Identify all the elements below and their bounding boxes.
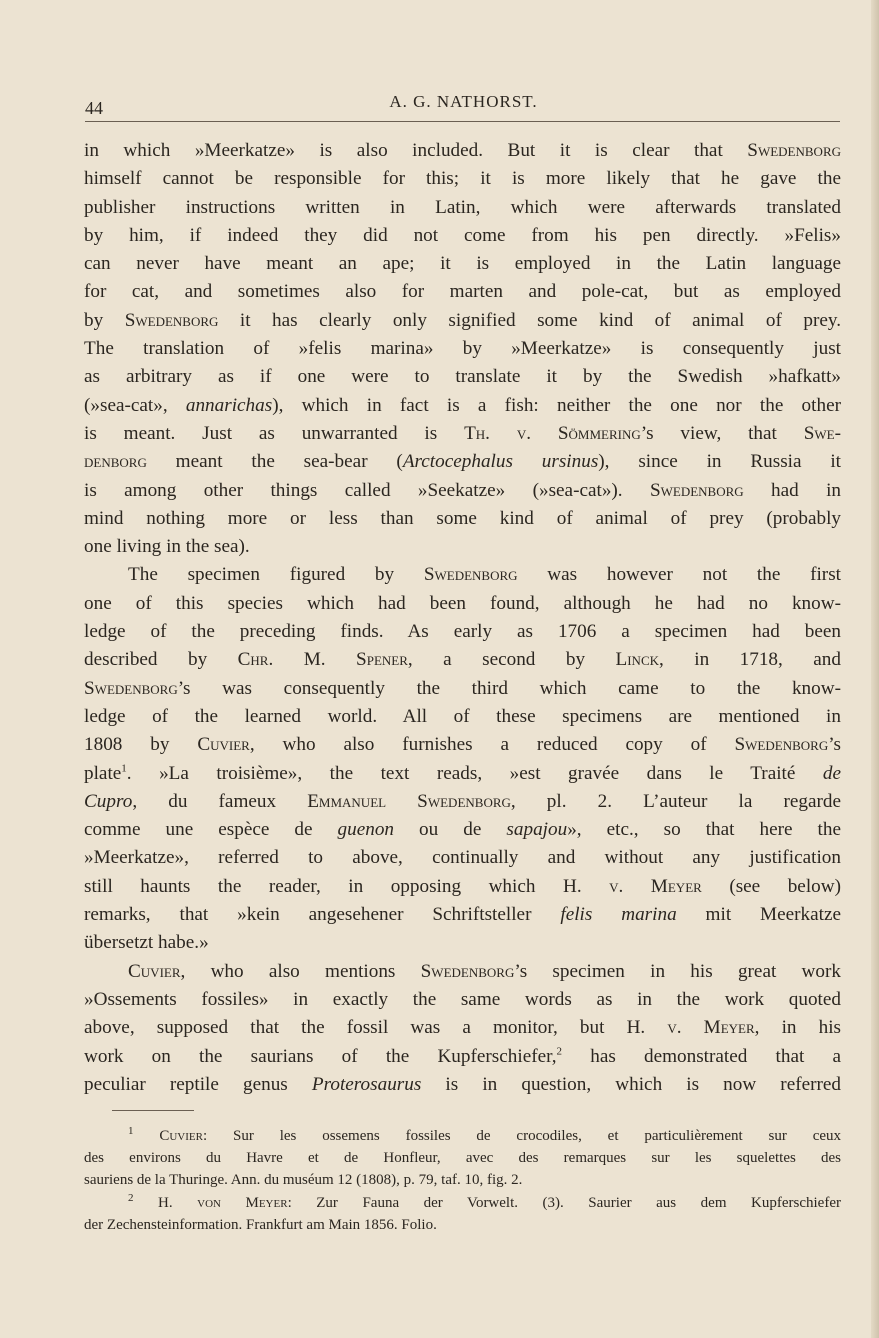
text-line bbox=[84, 278, 841, 306]
text-run: (see below) bbox=[701, 875, 841, 897]
italic-term: annarichas bbox=[185, 394, 273, 416]
small-caps-name: Cuvier bbox=[128, 960, 181, 982]
small-caps-name: Cuvier bbox=[197, 734, 250, 756]
small-caps-name: Swedenborg bbox=[747, 140, 841, 161]
text-line bbox=[84, 335, 841, 363]
small-caps-name: H. v. Meyer bbox=[562, 875, 702, 897]
text-line bbox=[84, 646, 841, 674]
text-run: publisher instructions written in Latin, which were afterwards translated bbox=[84, 196, 841, 218]
text-line bbox=[84, 986, 841, 1014]
text-run: »Ossements fossiles» in exactly the same words as in the work quoted bbox=[84, 988, 841, 1010]
page-number: 44 bbox=[85, 98, 103, 118]
footnote-line bbox=[84, 1169, 841, 1191]
small-caps-name: Th. v. Sömmering bbox=[464, 422, 641, 444]
text-run: by him, if indeed they did not come from his pen directly. »Felis» bbox=[84, 224, 841, 246]
text-line bbox=[84, 1043, 841, 1071]
text-run: übersetzt habe.» bbox=[84, 932, 209, 954]
footnotes bbox=[84, 1125, 841, 1236]
text-line bbox=[84, 873, 841, 901]
text-line bbox=[84, 901, 841, 929]
footnote-marker: 1 bbox=[121, 762, 127, 775]
text-run: : Zur Fauna der Vorwelt. (3). Saurier aus dem Kupferschiefer bbox=[287, 1194, 841, 1211]
text-run: ledge of the learned world. All of these specimens are mentioned in bbox=[84, 705, 841, 727]
footnote-line bbox=[84, 1192, 841, 1214]
text-run: The translation of »felis marina» by »Meerkatze» is consequently just bbox=[84, 338, 841, 360]
small-caps-name: Swedenborg bbox=[423, 564, 518, 586]
text-run: (»sea-cat», bbox=[84, 394, 186, 416]
text-run: , in his bbox=[754, 1017, 842, 1039]
text-line bbox=[84, 363, 841, 391]
text-run: , in 1718, and bbox=[659, 649, 841, 671]
italic-term: Arctocephalus ursinus bbox=[402, 451, 599, 473]
italic-term: felis marina bbox=[560, 904, 677, 926]
text-line bbox=[84, 816, 841, 844]
text-run: ’s bbox=[828, 734, 842, 756]
text-run: in which »Meerkatze» is also included. But it is clear that bbox=[84, 140, 748, 161]
text-run: remarks, that »kein angesehener Schriftsteller bbox=[84, 904, 561, 926]
text-line bbox=[84, 194, 841, 222]
page-header bbox=[85, 88, 842, 118]
small-caps-name: Swedenborg bbox=[84, 677, 178, 699]
text-line bbox=[84, 392, 841, 420]
text-line bbox=[84, 222, 841, 250]
text-line bbox=[84, 675, 841, 703]
text-run: »Meerkatze», referred to above, continually and without any justification bbox=[84, 847, 841, 869]
page-edge bbox=[871, 0, 879, 1338]
text-run: plate bbox=[84, 762, 122, 784]
text-run: . »La troisième», the text reads, »est gravée dans le Traité bbox=[126, 762, 823, 784]
footnote-rule bbox=[112, 1110, 194, 1111]
footnote-marker: 1 bbox=[128, 1125, 134, 1137]
small-caps-name: Swe- bbox=[803, 422, 841, 444]
text-line bbox=[84, 844, 841, 872]
small-caps-name: H. von Meyer bbox=[158, 1194, 288, 1211]
text-run: comme une espèce de bbox=[84, 819, 338, 841]
text-run: can never have meant an ape; it is employed in the Latin language bbox=[84, 253, 841, 275]
text-line bbox=[84, 958, 841, 986]
text-run: 1808 by bbox=[84, 734, 198, 756]
small-caps-name: Swedenborg bbox=[124, 309, 219, 331]
italic-term: Proterosaurus bbox=[311, 1073, 422, 1095]
text-line bbox=[84, 1014, 841, 1042]
small-caps-name: Swedenborg bbox=[734, 734, 829, 756]
text-run: , who also mentions bbox=[180, 960, 421, 982]
text-line bbox=[84, 477, 841, 505]
italic-term: Cupro bbox=[84, 790, 133, 812]
text-run: described by bbox=[84, 649, 238, 671]
italic-term: sapajou bbox=[506, 819, 568, 841]
running-head: A. G. NATHORST. bbox=[389, 92, 538, 111]
text-run: by bbox=[84, 309, 125, 331]
text-run: is in question, which is now referred bbox=[421, 1073, 842, 1095]
text-run: peculiar reptile genus bbox=[84, 1073, 312, 1095]
small-caps-name: Linck bbox=[615, 649, 659, 671]
text-run: is among other things called »Seekatze» (»sea-cat»). bbox=[84, 479, 650, 501]
text-run: ’s view, that bbox=[640, 422, 804, 444]
small-caps-name: Swedenborg bbox=[420, 960, 515, 982]
text-line bbox=[84, 250, 841, 278]
text-run: above, supposed that the fossil was a monitor, but bbox=[84, 1017, 627, 1039]
text-line bbox=[84, 788, 841, 816]
body-text bbox=[84, 137, 841, 1099]
text-line bbox=[84, 618, 841, 646]
text-run: was however not the first bbox=[517, 564, 841, 586]
text-line bbox=[84, 561, 841, 589]
small-caps-name: H. v. Meyer bbox=[626, 1017, 755, 1039]
text-run: still haunts the reader, in opposing which bbox=[84, 875, 563, 897]
text-run: , du fameux bbox=[132, 790, 308, 812]
text-line bbox=[84, 760, 841, 788]
text-run: work on the saurians of the Kupferschiefer, bbox=[84, 1045, 557, 1067]
footnote-line bbox=[84, 1214, 841, 1236]
text-run: der Zechensteinformation. Frankfurt am Main 1856. Folio. bbox=[84, 1216, 437, 1233]
text-run: ), which in fact is a fish: neither the one nor the other bbox=[272, 394, 841, 416]
text-run: for cat, and sometimes also for marten and pole-cat, but as employed bbox=[84, 281, 841, 303]
text-run: : Sur les ossemens fossiles de crocodiles, et particulièrement sur ceux bbox=[202, 1128, 842, 1144]
text-run: ’s was consequently the third which came to the know- bbox=[177, 677, 841, 699]
text-run: ledge of the preceding finds. As early as 1706 a specimen had been bbox=[84, 621, 841, 643]
small-caps-name: Chr. M. Spener bbox=[237, 649, 408, 671]
italic-term: de bbox=[822, 762, 841, 784]
text-line bbox=[84, 137, 841, 165]
text-run: ’s specimen in his great work bbox=[514, 960, 841, 982]
text-run: sauriens de la Thuringe. Ann. du muséum 12 (1808), p. 79, taf. 10, fig. 2. bbox=[84, 1172, 523, 1189]
text-run: meant the sea-bear ( bbox=[146, 451, 403, 473]
text-run: mind nothing more or less than some kind of animal of prey (probably bbox=[84, 507, 841, 529]
text-line bbox=[84, 703, 841, 731]
italic-term: guenon bbox=[337, 819, 395, 841]
text-line bbox=[84, 307, 841, 335]
text-run: one living in the sea). bbox=[84, 536, 250, 558]
text-run: , a second by bbox=[407, 649, 616, 671]
text-run: , who also furnishes a reduced copy of bbox=[249, 734, 735, 756]
text-line bbox=[84, 731, 841, 759]
text-line bbox=[84, 590, 841, 618]
text-run: himself cannot be responsible for this; it is more likely that he gave the bbox=[84, 168, 841, 190]
text-run: had in bbox=[743, 479, 841, 501]
text-line bbox=[84, 1071, 841, 1099]
text-run: ou de bbox=[394, 819, 507, 841]
text-run: mit Meerkatze bbox=[676, 904, 841, 926]
text-run bbox=[134, 1128, 160, 1144]
text-run: », etc., so that here the bbox=[567, 819, 841, 841]
text-run: The specimen figured by bbox=[128, 564, 424, 586]
text-run: des environs du Havre et de Honfleur, avec des remarques sur les squelettes des bbox=[84, 1150, 841, 1167]
text-run: as arbitrary as if one were to translate it by the Swedish »hafkatt» bbox=[84, 366, 841, 388]
small-caps-name: Emmanuel Swedenborg bbox=[307, 790, 511, 812]
text-run: has demonstrated that a bbox=[562, 1045, 842, 1067]
text-line bbox=[84, 533, 841, 561]
text-line bbox=[84, 165, 841, 193]
text-run: it has clearly only signified some kind of animal of prey. bbox=[218, 309, 841, 331]
small-caps-name: denborg bbox=[84, 451, 147, 473]
text-run: , pl. 2. L’auteur la regarde bbox=[510, 790, 841, 812]
header-rule bbox=[85, 121, 840, 122]
text-run: is meant. Just as unwarranted is bbox=[84, 422, 465, 444]
footnote-marker: 2 bbox=[556, 1045, 563, 1058]
text-run: one of this species which had been found, although he had no know- bbox=[84, 592, 841, 614]
text-run bbox=[134, 1195, 159, 1211]
text-line bbox=[84, 505, 841, 533]
text-line bbox=[84, 448, 841, 476]
small-caps-name: Swedenborg bbox=[649, 479, 744, 501]
small-caps-name: Cuvier bbox=[159, 1128, 203, 1144]
footnote-line bbox=[84, 1147, 841, 1169]
footnote-marker: 2 bbox=[128, 1191, 134, 1204]
text-line bbox=[84, 929, 841, 957]
text-line bbox=[84, 420, 841, 448]
footnote-line bbox=[84, 1125, 841, 1147]
text-run: ), since in Russia it bbox=[598, 451, 842, 473]
